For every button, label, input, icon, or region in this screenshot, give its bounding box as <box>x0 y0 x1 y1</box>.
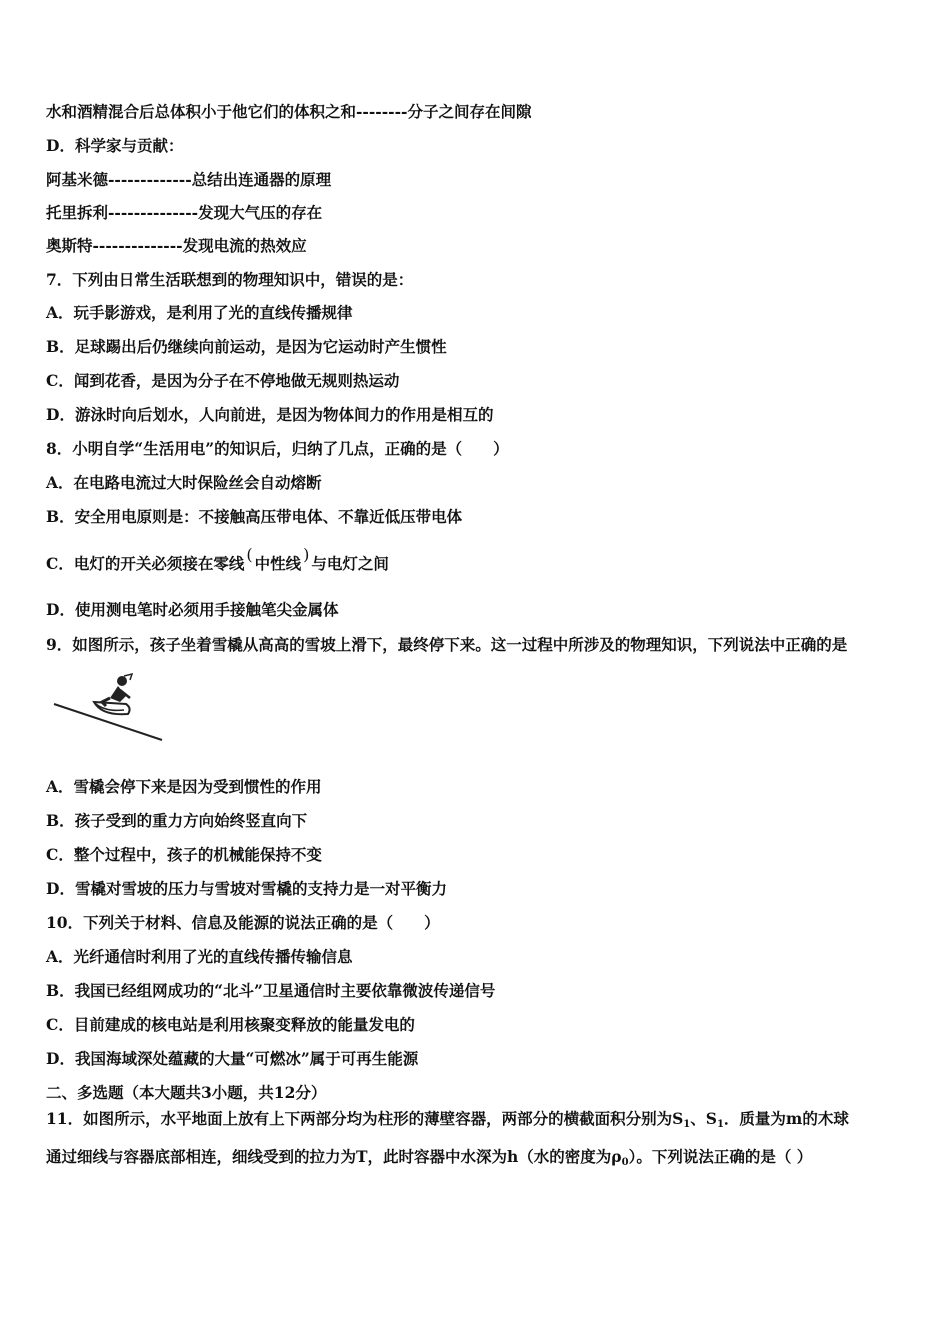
subscript: 1 <box>683 1119 691 1130</box>
option-d: D．游泳时向后划水，人向前进，是因为物体间力的作用是相互的 <box>46 405 494 424</box>
right-paren: ) <box>303 545 310 564</box>
option-c: C．目前建成的核电站是利用核聚变释放的能量发电的 <box>46 1015 415 1034</box>
text-line: 水和酒精混合后总体积小于他它们的体积之和--------分子之间存在间隙 <box>46 102 532 121</box>
option-a: A．玩手影游戏，是利用了光的直线传播规律 <box>46 303 353 322</box>
option-b: B．足球踢出后仍继续向前运动，是因为它运动时产生惯性 <box>46 337 447 356</box>
question-9: 9．如图所示，孩子坐着雪橇从高高的雪坡上滑下，最终停下来。这一过程中所涉及的物理知识，下列说法中正确的是 <box>46 635 848 654</box>
option-d: D．我国海域深处蕴藏的大量“可燃冰”属于可再生能源 <box>46 1049 419 1068</box>
question-10: 10．下列关于材料、信息及能源的说法正确的是（ ） <box>46 913 440 932</box>
left-paren: ( <box>246 545 253 564</box>
text-line: 阿基米德-------------总结出连通器的原理 <box>46 170 332 189</box>
q11-text: 11．如图所示，水平地面上放有上下两部分均为柱形的薄壁容器，两部分的横截面积分别为S <box>46 1109 684 1128</box>
question-8: 8．小明自学“生活用电”的知识后，归纳了几点，正确的是（ ） <box>46 439 509 458</box>
option-a: A．光纤通信时利用了光的直线传播传输信息 <box>46 947 353 966</box>
question-11-line-1 <box>46 1109 849 1135</box>
q11-text: 通过细线与容器底部相连，细线受到的拉力为T，此时容器中水深为h（水的密度为ρ <box>46 1147 622 1166</box>
option-d: D．使用测电笔时必须用手接触笔尖金属体 <box>46 600 339 619</box>
q11-text: ）。下列说法正确的是（ ） <box>628 1147 813 1166</box>
option-c-text-end: 与电灯之间 <box>311 554 389 573</box>
option-d: D．雪橇对雪坡的压力与雪坡对雪橇的支持力是一对平衡力 <box>46 879 447 898</box>
option-c <box>46 545 389 574</box>
option-c-note: 中性线 <box>254 554 302 573</box>
sled-slope-figure <box>50 672 165 744</box>
subscript: 1 <box>716 1119 724 1130</box>
option-b: B．我国已经组网成功的“北斗”卫星通信时主要依靠微波传递信号 <box>46 981 496 1000</box>
option-b: B．孩子受到的重力方向始终竖直向下 <box>46 811 308 830</box>
text-line: 托里拆利--------------发现大气压的存在 <box>46 203 323 222</box>
question-7: 7．下列由日常生活联想到的物理知识中，错误的是： <box>46 270 414 289</box>
option-d-heading: D．科学家与贡献： <box>46 136 184 155</box>
option-a: A．雪橇会停下来是因为受到惯性的作用 <box>46 777 322 796</box>
q11-text: ．质量为m的木球 <box>723 1109 849 1128</box>
option-b: B．安全用电原则是：不接触高压带电体、不靠近低压带电体 <box>46 507 463 526</box>
option-c: C．闻到花香，是因为分子在不停地做无规则热运动 <box>46 371 400 390</box>
option-c-text: C．电灯的开关必须接在零线 <box>46 554 245 573</box>
subscript: 0 <box>621 1157 629 1168</box>
section-heading: 二、多选题（本大题共3小题，共12分） <box>46 1083 327 1102</box>
question-11-line-2 <box>46 1147 812 1173</box>
text-line: 奥斯特--------------发现电流的热效应 <box>46 236 307 255</box>
option-a: A．在电路电流过大时保险丝会自动熔断 <box>46 473 322 492</box>
q11-text: 、S <box>690 1109 717 1128</box>
option-c: C．整个过程中，孩子的机械能保持不变 <box>46 845 322 864</box>
